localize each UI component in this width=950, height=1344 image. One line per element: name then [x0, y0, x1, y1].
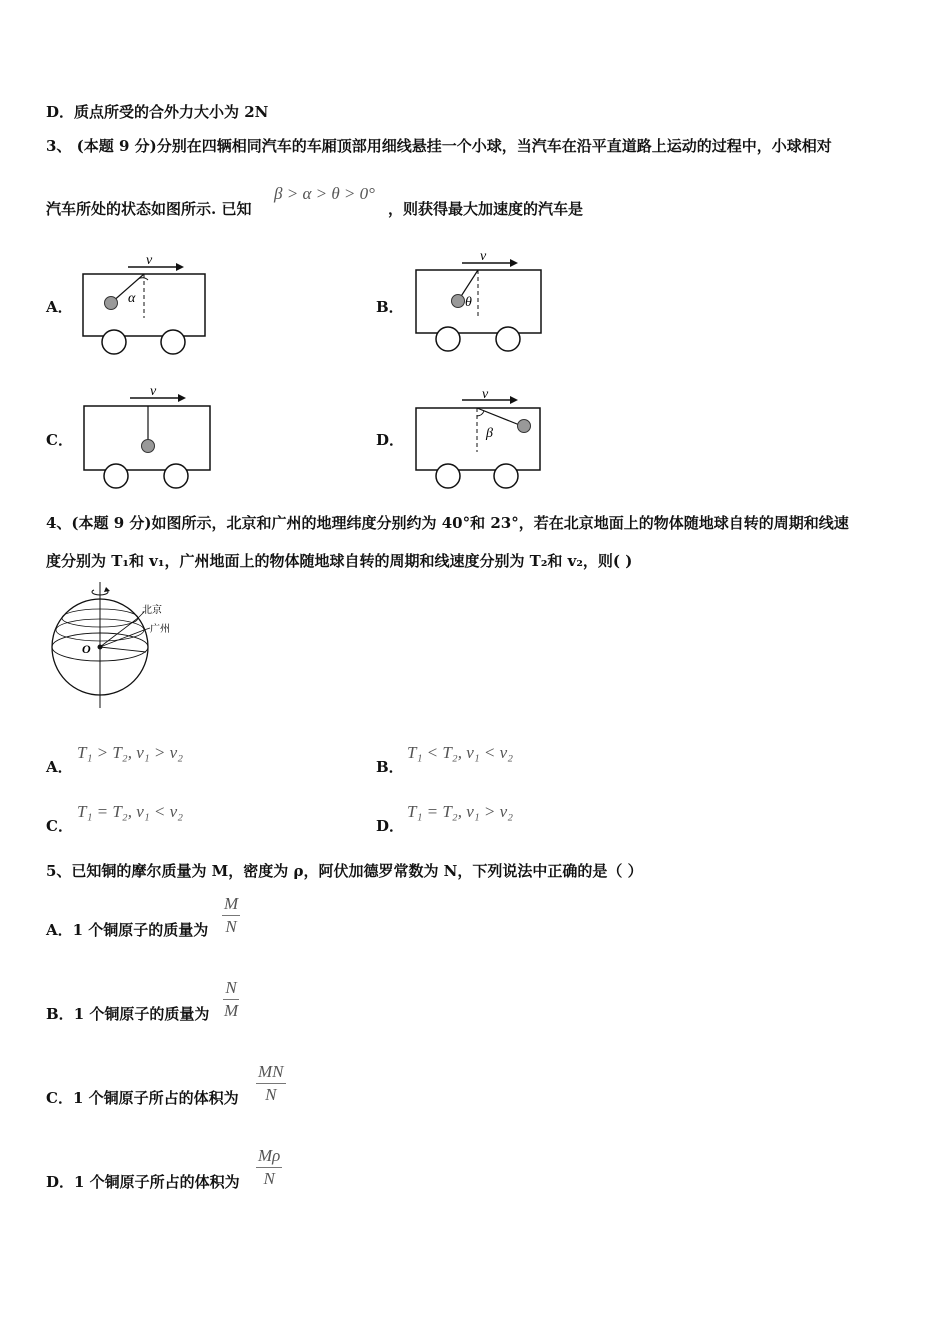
velocity-label: v [482, 387, 489, 402]
string [477, 408, 522, 426]
rotation-arrow-head [104, 587, 110, 592]
q4-option-b-expr: T₁ < T₂, v₁ < v₂ [407, 743, 514, 762]
wheel-left [436, 327, 460, 351]
q5-option-d: D．1 个铜原子所占的体积为 [46, 1173, 240, 1191]
equator-radius [100, 647, 146, 652]
q3-option-c-label: C． [46, 431, 73, 449]
arrow-head [510, 396, 518, 404]
q3-car-b-diagram [410, 248, 546, 354]
wheel-left [102, 330, 126, 354]
wheel-right [494, 464, 518, 488]
angle-label: α [128, 291, 136, 306]
q3-stem-line2-post: ，则获得最大加速度的汽车是 [388, 200, 584, 218]
q3-stem-line2: 汽车所处的状态如图所示. 已知 [46, 200, 252, 218]
angle-arc [138, 278, 148, 280]
q3-condition: β > α > θ > 0° [274, 184, 375, 203]
q5-option-a: A．1 个铜原子的质量为 [46, 921, 209, 939]
denominator: N [225, 917, 237, 936]
velocity-label: v [480, 249, 487, 264]
ball [452, 295, 465, 308]
arrow-head [510, 259, 518, 267]
q3-car-a-diagram [78, 252, 212, 356]
wheel-right [496, 327, 520, 351]
denominator: N [265, 1085, 277, 1104]
denominator: M [224, 1001, 239, 1020]
wheel-left [436, 464, 460, 488]
q4-option-b-label: B． [376, 758, 404, 776]
q5-stem: 5、已知铜的摩尔质量为 M，密度为 ρ，阿伏加德罗常数为 N，下列说法中正确的是（ ） [46, 862, 643, 880]
q5-option-a-fraction [222, 893, 240, 938]
numerator: MN [256, 1061, 286, 1084]
q5-option-b-fraction [222, 977, 240, 1022]
q4-option-a-label: A． [46, 758, 73, 776]
ball [518, 420, 531, 433]
q5-option-b: B．1 个铜原子的质量为 [46, 1005, 210, 1023]
numerator: M [222, 893, 240, 916]
q5-option-d-fraction [256, 1145, 282, 1190]
q4-option-c-label: C． [46, 817, 73, 835]
q4-globe-diagram [46, 578, 186, 712]
q3-option-d-label: D． [376, 431, 405, 449]
velocity-label: v [150, 384, 157, 399]
q4-stem-line1: 4、(本题 9 分)如图所示，北京和广州的地理纬度分别约为 40°和 23°，若在北京地面上的物体随地球自转的周期和线速 [46, 514, 849, 532]
angle-label: θ [465, 295, 472, 310]
numerator: Mρ [256, 1145, 282, 1168]
wheel-right [164, 464, 188, 488]
arrow-head [176, 263, 184, 271]
q4-option-a-expr: T₁ > T₂, v₁ > v₂ [77, 743, 184, 762]
q5-option-c-fraction [256, 1061, 286, 1106]
center-dot [98, 645, 103, 650]
q4-stem-line2: 度分别为 T₁和 v₁，广州地面上的物体随地球自转的周期和线速度分别为 T₂和 v₂，则( ) [46, 552, 633, 570]
car-body [84, 406, 210, 470]
q4-option-d-expr: T₁ = T₂, v₁ > v₂ [407, 802, 514, 821]
velocity-label: v [146, 253, 153, 268]
q3-car-d-diagram [410, 386, 546, 492]
center-label: O [82, 642, 91, 656]
ball [105, 297, 118, 310]
q3-option-b-label: B． [376, 298, 404, 316]
beijing-label: 北京 [142, 605, 162, 616]
q4-option-d-label: D． [376, 817, 405, 835]
q4-option-c-expr: T₁ = T₂, v₁ < v₂ [77, 802, 184, 821]
arrow-head [178, 394, 186, 402]
q3-option-a-label: A． [46, 298, 73, 316]
wheel-right [161, 330, 185, 354]
guangzhou-label: 广州 [150, 624, 170, 635]
numerator: N [223, 977, 238, 1000]
beijing-radius [100, 618, 138, 647]
q2-option-d: D．质点所受的合外力大小为 2N [46, 103, 269, 121]
angle-arc [477, 411, 484, 416]
denominator: N [263, 1169, 275, 1188]
wheel-left [104, 464, 128, 488]
ball [142, 440, 155, 453]
q5-option-c: C．1 个铜原子所占的体积为 [46, 1089, 239, 1107]
q3-car-c-diagram [78, 382, 216, 490]
angle-label: β [486, 426, 493, 441]
q3-stem-line1: 3、 (本题 9 分)分别在四辆相同汽车的车厢顶部用细线悬挂一个小球，当汽车在沿平直道路上运动的过程中，小球相对 [46, 137, 832, 155]
car-body [416, 408, 540, 470]
